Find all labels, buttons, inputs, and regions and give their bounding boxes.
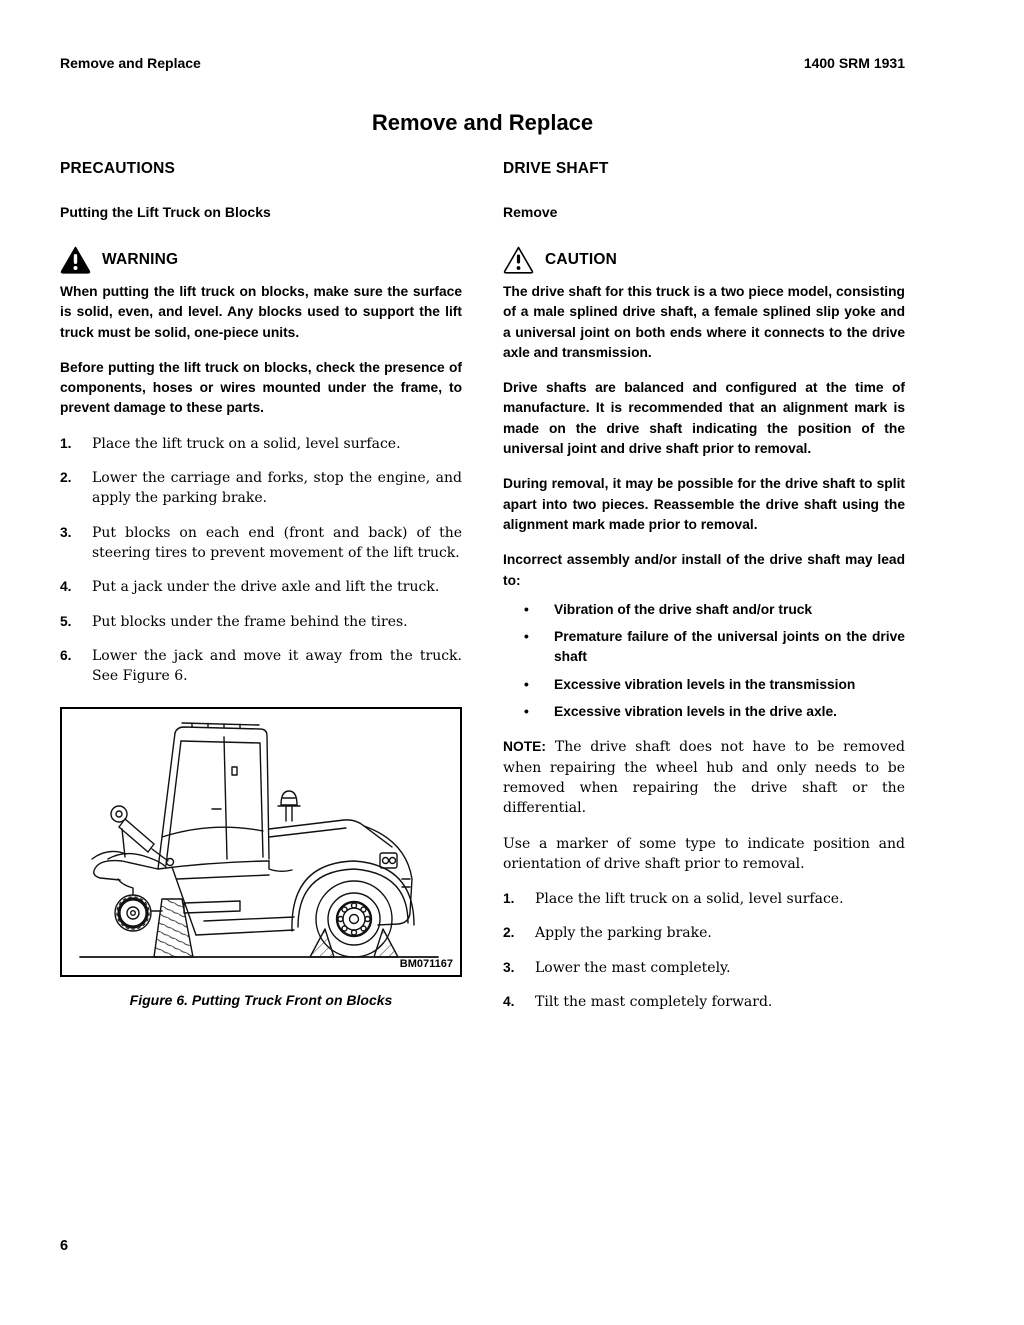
step-text: Put blocks under the frame behind the tires. [92, 613, 408, 630]
section-heading-precautions: PRECAUTIONS [60, 160, 176, 177]
bullet-text: Premature failure of the universal joints on the drive shaft [554, 629, 905, 665]
caution-triangle-icon [503, 246, 534, 274]
step-number: 4. [503, 994, 515, 1010]
two-column-layout [60, 160, 905, 1026]
bullet-text: Vibration of the drive shaft and/or truck [554, 601, 813, 617]
step-item [503, 889, 905, 909]
warning-header [60, 245, 462, 275]
page-number: 6 [60, 1238, 69, 1254]
figure-6-caption: Figure 6. Putting Truck Front on Blocks [129, 992, 393, 1009]
step-item [60, 612, 462, 632]
step-text: Apply the parking brake. [535, 925, 712, 942]
step-item [60, 646, 462, 687]
subheading-remove: Remove [503, 204, 558, 220]
step-number: 2. [60, 470, 72, 486]
bullet-text: Excessive vibration levels in the drive axle. [554, 704, 837, 720]
step-text: Lower the carriage and forks, stop the engine, and apply the parking brake. [92, 470, 462, 507]
step-item [60, 434, 462, 454]
caution-label: CAUTION [545, 251, 618, 268]
step-text: Put a jack under the drive axle and lift the truck. [92, 579, 440, 596]
bullet-marker: • [524, 704, 529, 720]
step-item [60, 523, 462, 564]
warning-triangle-icon [60, 246, 91, 274]
warning-label: WARNING [102, 251, 179, 268]
step-item [503, 958, 905, 978]
bullet-item [503, 702, 905, 722]
running-header-right: 1400 SRM 1931 [803, 55, 905, 71]
bullet-item [503, 600, 905, 620]
caution-header [503, 245, 905, 275]
step-item [60, 468, 462, 509]
step-number: 5. [60, 613, 72, 629]
caution-lead-in: Incorrect assembly and/or install of the drive shaft may lead to: [503, 552, 905, 588]
step-text: Lower the mast completely. [535, 959, 731, 976]
bullet-marker: • [524, 676, 529, 692]
note-label: NOTE: [503, 739, 546, 755]
note-paragraph [503, 737, 905, 818]
bullet-item [503, 627, 905, 668]
step-text: Place the lift truck on a solid, level surface. [92, 435, 401, 452]
running-header-left: Remove and Replace [60, 55, 201, 71]
step-text: Put blocks on each end (front and back) of the steering tires to prevent movement of the lift truck. [92, 524, 462, 561]
caution-bullet-list [503, 600, 905, 722]
step-text: Tilt the mast completely forward. [535, 994, 773, 1011]
step-number: 3. [60, 524, 72, 540]
marker-instruction-paragraph: Use a marker of some type to indicate position and orientation of drive shaft prior to removal. [503, 835, 905, 872]
procedure-steps-remove [503, 889, 905, 1012]
step-number: 2. [503, 925, 515, 941]
lift-truck-line-drawing [62, 709, 460, 975]
step-number: 3. [503, 959, 515, 975]
step-item [503, 923, 905, 943]
note-text: The drive shaft does not have to be removed when repairing the wheel hub and only needs to be removed when repairing the drive shaft or the differential. [503, 739, 905, 817]
step-number: 4. [60, 579, 72, 595]
bullet-item [503, 675, 905, 695]
step-number: 1. [60, 435, 72, 451]
bullet-text: Excessive vibration levels in the transmission [554, 676, 856, 692]
warning-paragraph: Before putting the lift truck on blocks, check the presence of components, hoses or wires mounted under the frame, to prevent damage to these parts. [60, 359, 462, 416]
section-heading-drive-shaft: DRIVE SHAFT [503, 160, 609, 177]
caution-paragraph: During removal, it may be possible for the drive shaft to split apart into two pieces. Reassemble the drive shaft using the alignment mark made prior to removal. [503, 476, 905, 532]
bullet-marker: • [524, 629, 529, 645]
warning-paragraph: When putting the lift truck on blocks, make sure the surface is solid, even, and level. Any blocks used to support the lift truck must be solid, one-piece units. [60, 284, 462, 340]
caution-paragraph: The drive shaft for this truck is a two piece model, consisting of a male splined drive shaft, a female splined slip yoke and a universal joint on both ends where it connects to the drive axle and transmission. [503, 284, 905, 360]
step-number: 1. [503, 891, 515, 907]
procedure-steps-blocks [60, 434, 462, 687]
step-item [503, 992, 905, 1012]
step-item [60, 577, 462, 597]
step-text: Place the lift truck on a solid, level surface. [535, 891, 844, 908]
left-column [60, 160, 462, 1026]
figure-6-image [60, 707, 462, 977]
caution-paragraph: Drive shafts are balanced and configured at the time of manufacture. It is recommended that an alignment mark is made on the drive shaft indicating the position of the universal joint and drive shaft prior to removal. [503, 380, 905, 457]
right-column [503, 160, 905, 1026]
bullet-marker: • [524, 601, 529, 617]
figure-watermark: BM071167 [396, 958, 453, 970]
page-title: Remove and Replace [371, 110, 594, 135]
step-number: 6. [60, 647, 72, 663]
step-text: Lower the jack and move it away from the truck. See Figure 6. [92, 647, 462, 685]
subheading-putting-truck-on-blocks: Putting the Lift Truck on Blocks [60, 204, 271, 220]
